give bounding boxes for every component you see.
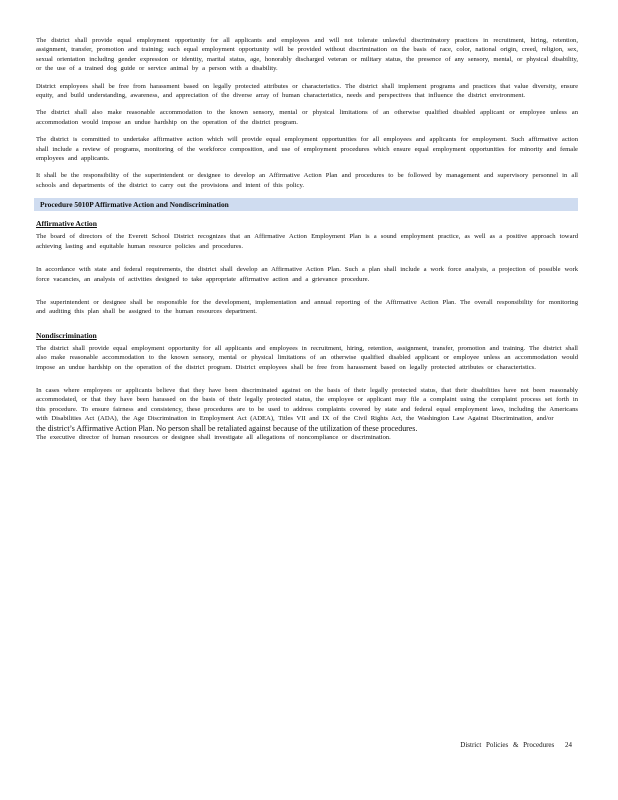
footer-right: & Procedures <box>512 741 555 749</box>
procedure-heading-bar: Procedure 5010P Affirmative Action and Nondiscrimination <box>34 198 578 211</box>
page-footer <box>460 741 572 749</box>
complaint-text: In cases where employees or applicants believe that they have been discriminated against on the basis of their legally protected status, that their disabilities have not been reasonably accommodated, or that they have been harassed on the basis of their legally protected status, the employee or applicant may file a complaint using the complaint process set forth in this procedure. To ensure fairness and consistency, these procedures are to be used to address complaints covered by state and federal equal employment laws, including the Americans with Disabilities Act (ADA), the Age Discrimination in Employment Act (ADEA), Titles VII and IX of the Civil Rights Act, the Washington Law Against Discrimination, and/or <box>36 386 578 423</box>
complaint-paragraph <box>36 386 578 443</box>
footer-left: District Policies <box>460 741 509 749</box>
page-number: 24 <box>565 741 572 749</box>
affirmative-paragraph: The board of directors of the Everett School District recognizes that an Affirmative Action Employment Plan is a sound employment practice, as well as a positive approach toward achieving lasting and equitable human resource policies and procedures. <box>36 233 578 250</box>
investigation-line: The executive director of human resources or designee shall investigate all allegations of noncompliance or discrimination. <box>36 434 391 442</box>
intro-paragraph: District employees shall be free from harassment based on legally protected attributes or characteristics. The district shall implement programs and practices that value diversity, ensure equity, and build understanding, awareness, and appreciation of the diverse array of human characteristics, needs and perspectives that influence the district environment. <box>36 82 578 100</box>
affirmative-action-heading: Affirmative Action <box>36 219 97 229</box>
retaliation-line: the district’s Affirmative Action Plan. No person shall be retaliated against because of the utilization of these procedures. <box>36 423 418 433</box>
nondiscrimination-heading: Nondiscrimination <box>36 330 97 340</box>
affirmative-paragraph: In accordance with state and federal requirements, the district shall develop an Affirmative Action Plan. Such a plan shall include a work force analysis, a projection of possible work force vacancies, an analysis of activities designed to take appropriate affirmative action and a grievance procedure. <box>36 266 578 283</box>
intro-paragraph: It shall be the responsibility of the superintendent or designee to develop an Affirmative Action Plan and procedures to be followed by management and supervisory personnel in all schools and departments of the district to carry out the provisions and intent of this policy. <box>36 172 578 189</box>
nondiscrimination-paragraph: The district shall provide equal employment opportunity for all applicants and employees in recruitment, hiring, retention, assignment, transfer, promotion and training. The district shall also make reasonable accommodation to the known sensory, mental or physical limitations of an otherwise qualified disabled applicant or employee unless an accommodation would impose an undue hardship on the operation of the district program. District employees shall be free from harassment based on legally protected attributes or characteristics. <box>36 344 578 371</box>
intro-paragraph: The district is committed to undertake affirmative action which will provide equal employment opportunities for all employees and applicants for employment. Such affirmative action shall include a review of programs, monitoring of the workforce composition, and use of employment procedures which ensure equal employment opportunities for minority and female employees and applicants. <box>36 136 578 163</box>
affirmative-paragraph: The superintendent or designee shall be responsible for the development, implementation and annual reporting of the Affirmative Action Plan. The overall responsibility for monitoring and auditing this plan shall be assigned to the human resources department. <box>36 298 578 316</box>
intro-paragraph: The district shall also make reasonable accommodation to the known sensory, mental or physical limitations of an otherwise qualified disabled applicant or employee unless an accommodation would impose an undue hardship on the operation of the district program. <box>36 109 578 126</box>
intro-paragraph: The district shall provide equal employment opportunity for all applicants and employees and will not tolerate unlawful discriminatory practices in recruitment, hiring, retention, assignment, transfer, promotion and training; such equal employment opportunity will be provided without discrimination on the basis of race, color, national origin, creed, religion, sex, sexual orientation including gender expression or identity, marital status, age, honorably discharged veteran or military status, the presence of any sensory, mental, or physical disability, or the use of a trained dog guide or service animal by a person with a disability. <box>36 37 578 73</box>
